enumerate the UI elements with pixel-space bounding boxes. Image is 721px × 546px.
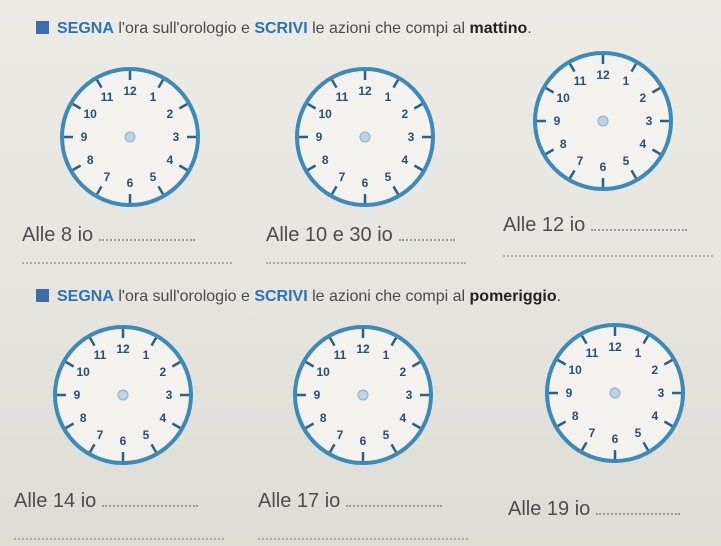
hour-number: 8 xyxy=(319,411,327,425)
hour-number: 7 xyxy=(576,153,584,168)
hour-number: 4 xyxy=(651,409,659,423)
hour-number: 7 xyxy=(103,169,111,184)
hour-number: 12 xyxy=(123,84,137,98)
hour-number: 8 xyxy=(321,153,329,167)
hour-number: 5 xyxy=(149,169,157,184)
caption-1: Alle 8 io xyxy=(22,224,195,247)
hour-number: 6 xyxy=(361,176,369,190)
caption-4: Alle 14 io xyxy=(14,490,198,513)
hour-number: 3 xyxy=(645,114,653,128)
instruction-morning: SEGNA l'ora sull'orologio e SCRIVI le azioni che compi al mattino. xyxy=(36,20,532,38)
clock-face-1[interactable] xyxy=(55,62,205,212)
hour-number: 5 xyxy=(142,427,150,442)
answer-line[interactable] xyxy=(591,227,687,231)
hour-number: 5 xyxy=(622,153,630,168)
bullet-square-icon xyxy=(36,289,49,302)
clock-center-dot xyxy=(598,116,608,126)
hour-number: 1 xyxy=(384,90,392,105)
hour-number: 3 xyxy=(407,130,415,144)
answer-line[interactable] xyxy=(596,511,680,515)
hour-number: 10 xyxy=(83,107,97,121)
clock-center-dot xyxy=(610,388,620,398)
clock-center-dot xyxy=(118,390,128,400)
hour-number: 11 xyxy=(100,90,114,105)
hour-number: 9 xyxy=(565,386,573,400)
hour-number: 12 xyxy=(596,68,610,82)
answer-line[interactable] xyxy=(399,237,455,241)
hour-number: 2 xyxy=(399,365,407,379)
hour-number: 5 xyxy=(382,427,390,442)
hour-number: 2 xyxy=(159,365,167,379)
hour-number: 7 xyxy=(338,169,346,184)
hour-number: 4 xyxy=(401,153,409,167)
hour-number: 8 xyxy=(86,153,94,167)
hour-number: 4 xyxy=(159,411,167,425)
answer-line[interactable] xyxy=(346,503,442,507)
hour-number: 7 xyxy=(96,427,104,442)
clock-face-4[interactable] xyxy=(48,320,198,470)
clock-center-dot xyxy=(125,132,135,142)
hour-number: 11 xyxy=(585,346,599,361)
clock-face-2[interactable] xyxy=(290,62,440,212)
hour-number: 11 xyxy=(333,348,347,363)
hour-number: 3 xyxy=(172,130,180,144)
hour-number: 3 xyxy=(405,388,413,402)
hour-number: 2 xyxy=(639,91,647,105)
hour-number: 2 xyxy=(651,363,659,377)
answer-line[interactable] xyxy=(266,262,466,264)
hour-number: 2 xyxy=(401,107,409,121)
clock-center-dot xyxy=(358,390,368,400)
hour-number: 4 xyxy=(166,153,174,167)
hour-number: 10 xyxy=(568,363,582,377)
hour-number: 9 xyxy=(315,130,323,144)
hour-number: 6 xyxy=(126,176,134,190)
hour-number: 12 xyxy=(356,342,370,356)
hour-number: 6 xyxy=(599,160,607,174)
hour-number: 1 xyxy=(382,348,390,363)
instruction-afternoon: SEGNA l'ora sull'orologio e SCRIVI le azioni che compi al pomeriggio. xyxy=(36,288,561,306)
hour-number: 4 xyxy=(639,137,647,151)
hour-number: 8 xyxy=(571,409,579,423)
hour-number: 12 xyxy=(358,84,372,98)
hour-number: 3 xyxy=(657,386,665,400)
hour-number: 11 xyxy=(93,348,107,363)
hour-number: 4 xyxy=(399,411,407,425)
hour-number: 5 xyxy=(634,425,642,440)
clock-face-5[interactable] xyxy=(288,320,438,470)
hour-number: 1 xyxy=(634,346,642,361)
hour-number: 8 xyxy=(559,137,567,151)
hour-number: 1 xyxy=(149,90,157,105)
hour-number: 2 xyxy=(166,107,174,121)
hour-number: 3 xyxy=(165,388,173,402)
answer-line[interactable] xyxy=(99,237,195,241)
hour-number: 6 xyxy=(611,432,619,446)
hour-number: 10 xyxy=(76,365,90,379)
clock-face-6[interactable] xyxy=(540,318,690,468)
hour-number: 9 xyxy=(80,130,88,144)
hour-number: 10 xyxy=(316,365,330,379)
bullet-square-icon xyxy=(36,21,49,34)
hour-number: 9 xyxy=(73,388,81,402)
hour-number: 11 xyxy=(335,90,349,105)
caption-2: Alle 10 e 30 io xyxy=(266,224,455,247)
hour-number: 12 xyxy=(608,340,622,354)
hour-number: 7 xyxy=(588,425,596,440)
answer-line[interactable] xyxy=(258,538,468,540)
hour-number: 1 xyxy=(142,348,150,363)
hour-number: 1 xyxy=(622,74,630,89)
caption-6: Alle 19 io xyxy=(508,498,680,521)
hour-number: 10 xyxy=(556,91,570,105)
hour-number: 11 xyxy=(573,74,587,89)
answer-line[interactable] xyxy=(503,255,713,257)
hour-number: 7 xyxy=(336,427,344,442)
hour-number: 9 xyxy=(553,114,561,128)
hour-number: 6 xyxy=(359,434,367,448)
caption-3: Alle 12 io xyxy=(503,214,687,237)
clock-center-dot xyxy=(360,132,370,142)
hour-number: 5 xyxy=(384,169,392,184)
answer-line[interactable] xyxy=(22,262,232,264)
answer-line[interactable] xyxy=(102,503,198,507)
answer-line[interactable] xyxy=(14,538,224,540)
hour-number: 10 xyxy=(318,107,332,121)
hour-number: 8 xyxy=(79,411,87,425)
hour-number: 12 xyxy=(116,342,130,356)
hour-number: 9 xyxy=(313,388,321,402)
hour-number: 6 xyxy=(119,434,127,448)
caption-5: Alle 17 io xyxy=(258,490,442,513)
clock-face-3[interactable] xyxy=(528,46,678,196)
